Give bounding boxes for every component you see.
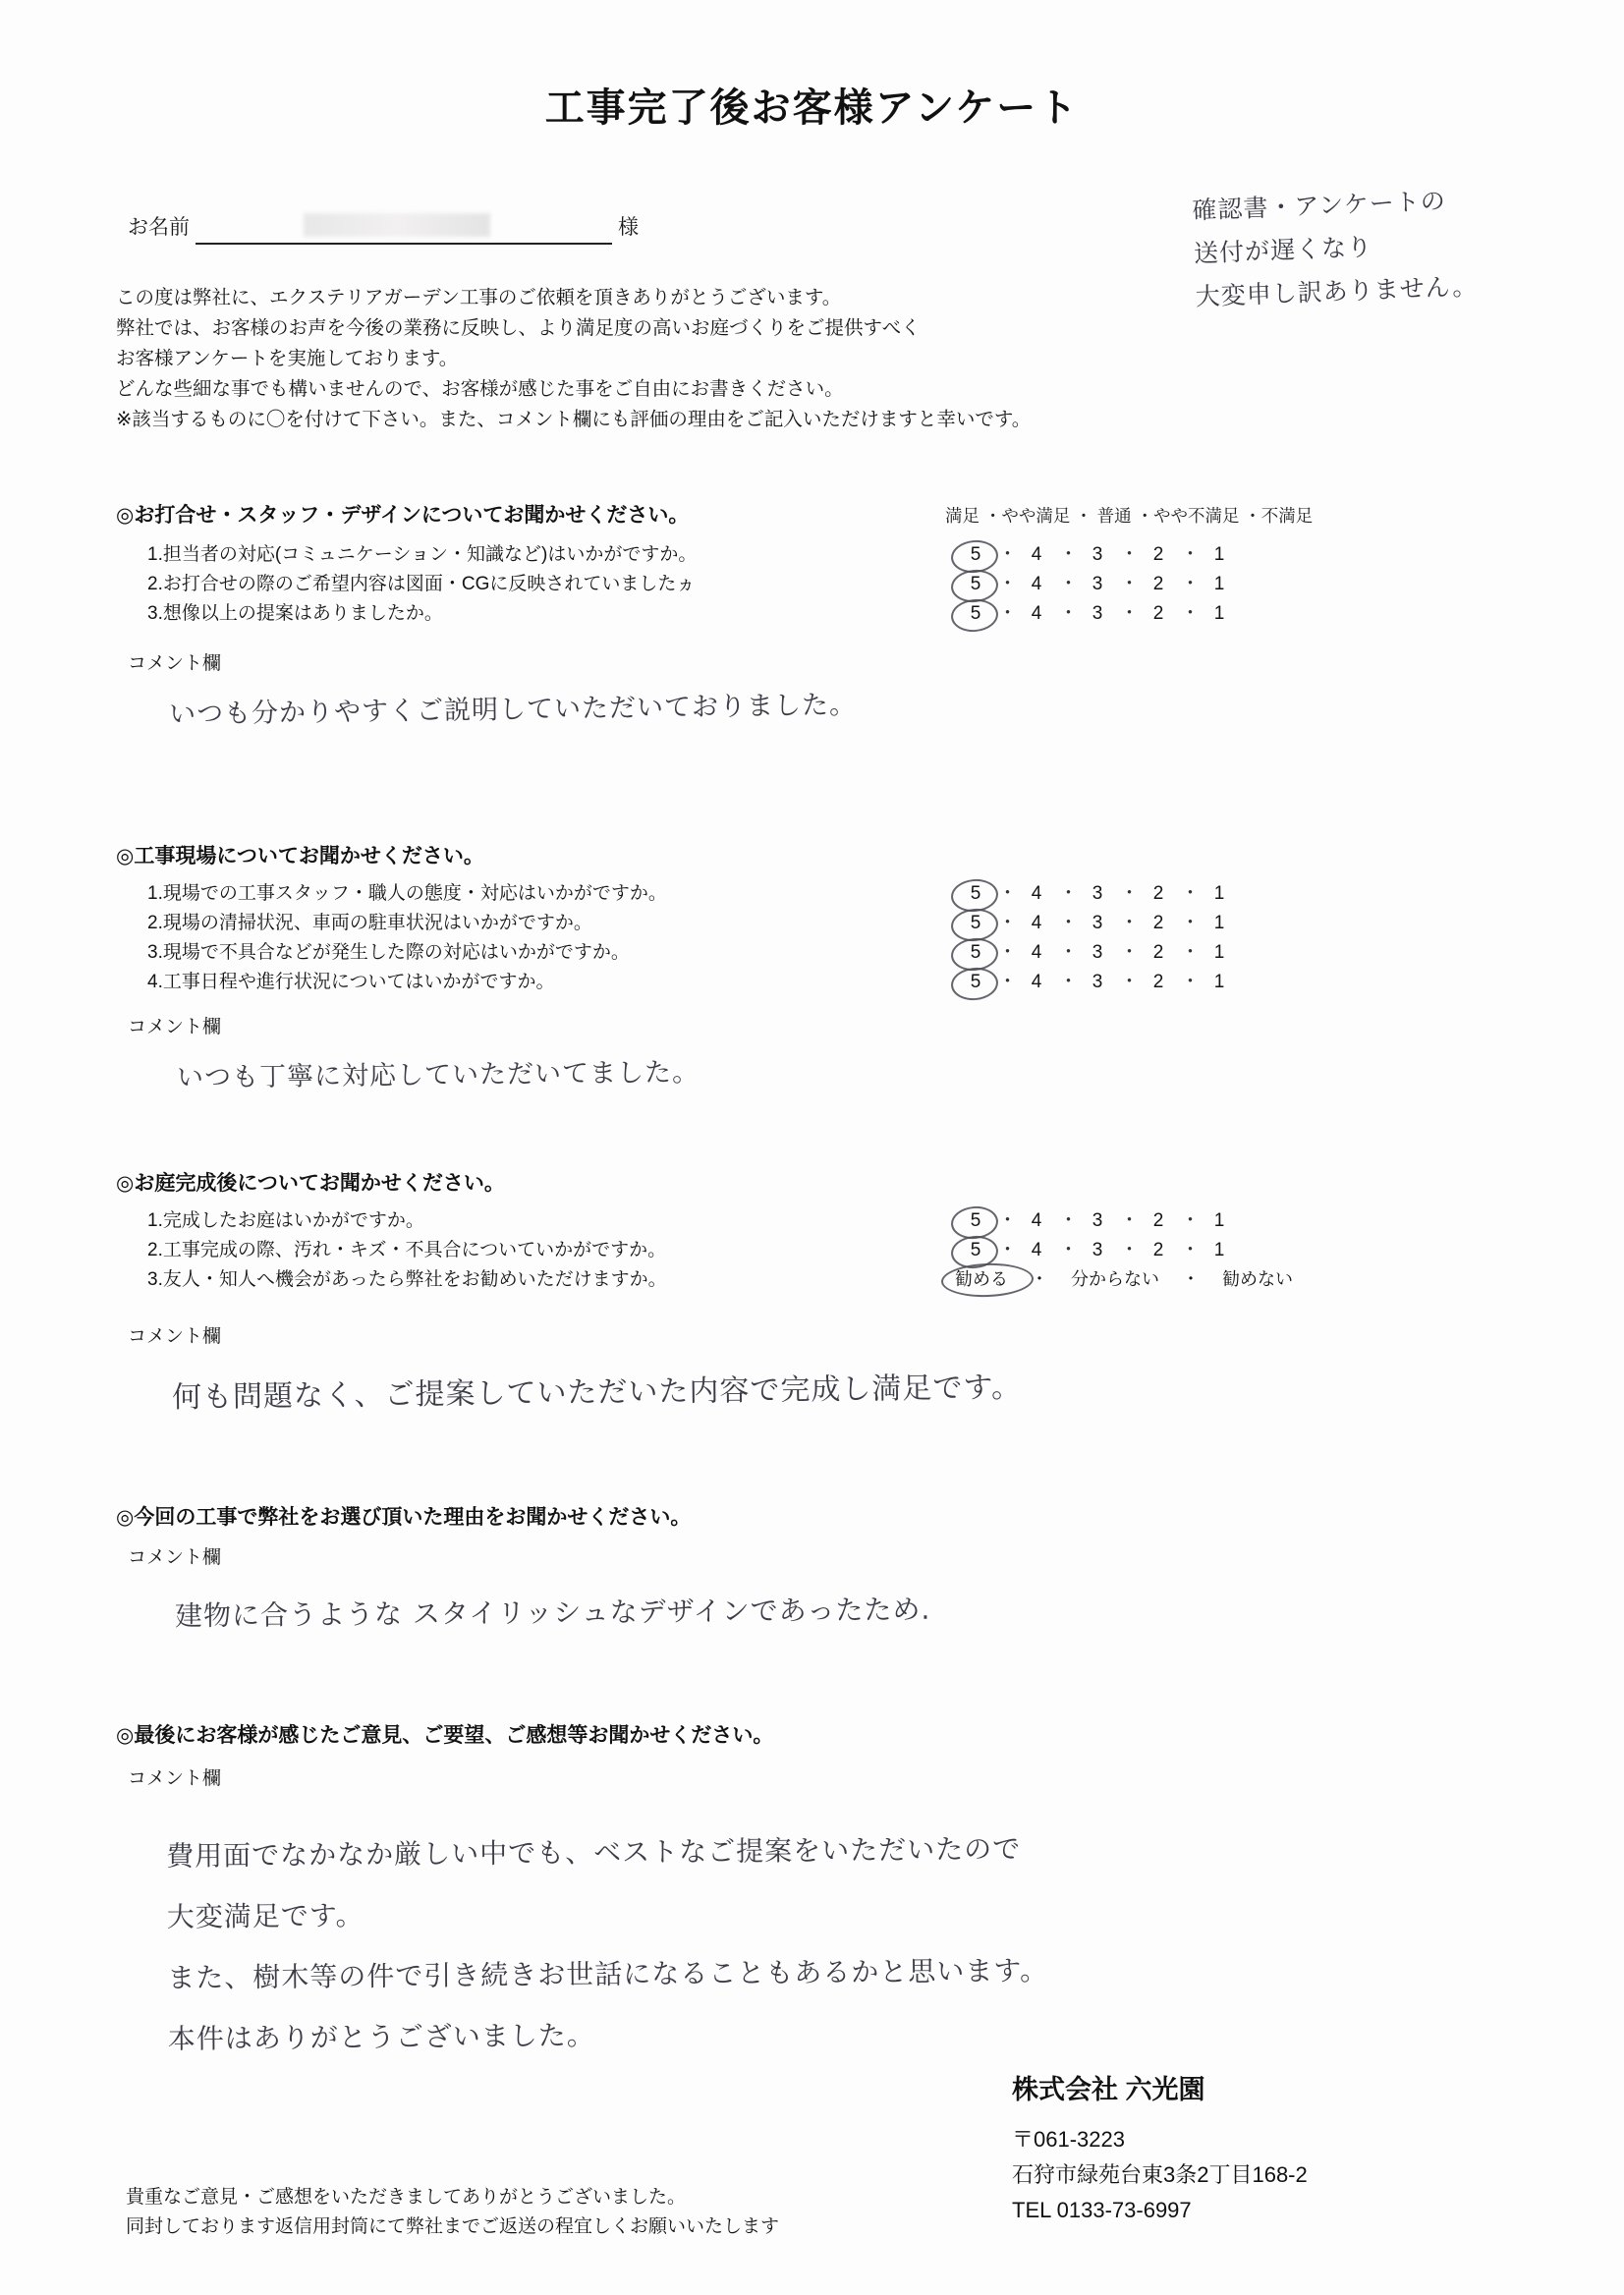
scale-dot: ・	[1181, 1210, 1201, 1231]
intro-line-5: ※該当するものに〇を付けて下さい。また、コメント欄にも評価の理由をご記入いただけますと幸いです。	[116, 409, 1032, 430]
question-1-1: 1.担当者の対応(コミュニケーション・知識など)はいかがですか。	[147, 544, 698, 565]
section-2-comment-label: コメント欄	[128, 1017, 222, 1037]
question-1-2: 2.お打合せの際のご希望内容は図面・CGに反映されていましたヵ	[147, 574, 696, 594]
scale-dot: ・	[1059, 574, 1079, 594]
redaction-block	[304, 213, 490, 237]
company-address: 石狩市緑苑台東3条2丁目168-2	[1012, 2162, 1308, 2187]
scale-dot: ・	[1120, 942, 1140, 963]
recommend-options-row	[955, 1265, 1293, 1291]
scale-option-3[interactable]: 3	[1092, 574, 1103, 594]
scale-dot: ・	[1059, 883, 1079, 904]
scale-dot: ・	[1059, 972, 1079, 992]
scale-dot: ・	[1120, 883, 1140, 904]
handwritten-apology-note: 確認書・アンケートの 送付が遅くなり 大変申し訳ありません。	[1191, 186, 1479, 311]
scale-option-4[interactable]: 4	[1031, 574, 1042, 594]
question-1-3: 3.想像以上の提案はありましたか。	[147, 603, 443, 624]
scale-option-2[interactable]: 2	[1152, 972, 1164, 992]
scale-option-3[interactable]: 3	[1092, 1240, 1103, 1260]
scale-option-4[interactable]: 4	[1031, 913, 1042, 933]
footer-thanks-line-2: 同封しております返信用封筒にて弊社までご返送の程宜しくお願いいたします	[126, 2216, 780, 2237]
scale-dot: ・	[1120, 544, 1140, 565]
scale-option-3[interactable]: 3	[1092, 972, 1103, 992]
scale-dot: ・	[1013, 1269, 1067, 1289]
scale-dot: ・	[998, 883, 1018, 904]
scale-option-1[interactable]: 1	[1213, 544, 1225, 565]
scale-option-1[interactable]: 1	[1213, 913, 1225, 933]
question-2-2: 2.現場の清掃状況、車両の駐車状況はいかがですか。	[147, 913, 592, 933]
scale-option-1[interactable]: 1	[1213, 1210, 1225, 1231]
scale-dot: ・	[1059, 544, 1079, 565]
scale-dot: ・	[998, 972, 1018, 992]
comment-line-1: 費用面でなかなか厳しい中でも、ベストなご提案をいただいたので	[166, 1832, 1022, 1873]
scale-dot: ・	[1181, 544, 1201, 565]
scale-option-1[interactable]: 1	[1213, 574, 1225, 594]
comment-line-4: 本件はありがとうございました。	[167, 2019, 595, 2055]
scale-dot: ・	[1059, 942, 1079, 963]
footer-thanks	[126, 2183, 779, 2242]
scale-dot: ・	[1181, 972, 1201, 992]
scale-dot: ・	[1181, 603, 1201, 624]
scale-option-5[interactable]: 5	[970, 574, 981, 594]
scale-option-2[interactable]: 2	[1152, 544, 1164, 565]
scale-option-2[interactable]: 2	[1152, 913, 1164, 933]
scale-option-3[interactable]: 3	[1092, 913, 1103, 933]
intro-line-4: どんな些細な事でも構いませんので、お客様が感じた事をご自由にお書きください。	[116, 378, 844, 400]
section-4-comment-label: コメント欄	[128, 1547, 222, 1568]
recommend-option-unknown[interactable]: 分からない	[1071, 1269, 1160, 1289]
scale-dot: ・	[1120, 972, 1140, 992]
page-title: 工事完了後お客様アンケート	[544, 86, 1080, 130]
scale-option-4[interactable]: 4	[1031, 544, 1042, 565]
scale-option-3[interactable]: 3	[1092, 603, 1103, 624]
customer-name-suffix: 様	[618, 216, 639, 239]
scale-dot: ・	[1059, 1210, 1079, 1231]
scale-dot: ・	[1059, 603, 1079, 624]
intro-text	[116, 283, 1177, 435]
customer-name-row	[128, 211, 639, 245]
section-2-questions	[147, 879, 667, 997]
scale-option-1[interactable]: 1	[1213, 942, 1225, 963]
scale-dot: ・	[1164, 1269, 1218, 1289]
recommend-option-yes[interactable]: 勧める	[955, 1269, 1008, 1289]
company-address-block	[1012, 2122, 1308, 2228]
scale-option-3[interactable]: 3	[1092, 1210, 1103, 1231]
scale-dot: ・	[1120, 574, 1140, 594]
scale-option-1[interactable]: 1	[1213, 1240, 1225, 1260]
scale-dot: ・	[1181, 883, 1201, 904]
question-3-3: 3.友人・知人へ機会があったら弊社をお勧めいただけますか。	[147, 1269, 667, 1290]
question-3-1: 1.完成したお庭はいかがですか。	[147, 1210, 424, 1231]
comment-line-3: また、樹木等の件で引き続きお世話になることもあるかと思います。	[167, 1954, 1049, 1994]
scale-option-5[interactable]: 5	[970, 913, 981, 933]
scale-option-4[interactable]: 4	[1031, 883, 1042, 904]
customer-name-field[interactable]	[196, 213, 612, 245]
intro-line-1: この度は弊社に、エクステリアガーデン工事のご依頼を頂きありがとうございます。	[116, 287, 842, 308]
recommend-option-no[interactable]: 勧めない	[1222, 1269, 1294, 1289]
scale-dot: ・	[1181, 913, 1201, 933]
intro-line-3: お客様アンケートを実施しております。	[116, 348, 459, 369]
scale-dot: ・	[1120, 603, 1140, 624]
scale-option-4[interactable]: 4	[1031, 1240, 1042, 1260]
scale-option-2[interactable]: 2	[1152, 942, 1164, 963]
scale-option-2[interactable]: 2	[1152, 574, 1164, 594]
scale-dot: ・	[1059, 913, 1079, 933]
scale-option-5[interactable]: 5	[970, 942, 981, 963]
company-tel: TEL 0133-73-6997	[1012, 2198, 1192, 2222]
selected-circle-icon	[940, 1261, 1034, 1298]
section-1-heading: ◎お打合せ・スタッフ・デザインについてお聞かせください。	[116, 504, 690, 527]
scale-option-1[interactable]: 1	[1213, 972, 1225, 992]
scale-option-4[interactable]: 4	[1031, 1210, 1042, 1231]
scale-option-2[interactable]: 2	[1152, 1210, 1164, 1231]
scale-option-5[interactable]: 5	[970, 972, 981, 992]
section-3-heading: ◎お庭完成後についてお聞かせください。	[116, 1172, 505, 1195]
scale-option-5[interactable]: 5	[970, 603, 981, 624]
scale-dot: ・	[998, 1210, 1018, 1231]
scale-dot: ・	[1181, 574, 1201, 594]
section-1-comment-label: コメント欄	[128, 653, 222, 674]
scale-option-4[interactable]: 4	[1031, 972, 1042, 992]
section-5-heading: ◎最後にお客様が感じたご意見、ご要望、ご感想等お聞かせください。	[116, 1724, 774, 1747]
scale-dot: ・	[998, 1240, 1018, 1260]
scale-option-4[interactable]: 4	[1031, 942, 1042, 963]
intro-line-2: 弊社では、お客様のお声を今後の業務に反映し、より満足度の高いお庭づくりをご提供すべく	[116, 317, 921, 339]
scale-option-5[interactable]: 5	[970, 883, 981, 904]
scale-option-5[interactable]: 5	[970, 544, 981, 565]
scale-header: 満足 ・やや満足 ・ 普通 ・やや不満足 ・不満足	[945, 506, 1314, 526]
scale-option-3[interactable]: 3	[1092, 544, 1103, 565]
scale-dot: ・	[998, 942, 1018, 963]
scale-option-3[interactable]: 3	[1092, 883, 1103, 904]
scale-option-5[interactable]: 5	[970, 1240, 981, 1260]
scale-dot: ・	[1059, 1240, 1079, 1260]
section-5-comment-handwritten	[166, 1819, 1049, 2070]
scale-dot: ・	[1120, 913, 1140, 933]
question-3-2: 2.工事完成の際、汚れ・キズ・不具合についていかがですか。	[147, 1240, 667, 1260]
scale-dot: ・	[998, 544, 1018, 565]
customer-name-label: お名前	[128, 216, 190, 239]
scale-dot: ・	[998, 913, 1018, 933]
scale-option-3[interactable]: 3	[1092, 942, 1103, 963]
scale-dot: ・	[1120, 1240, 1140, 1260]
comment-line-2: 大変満足です。	[166, 1899, 364, 1933]
scale-dot: ・	[998, 574, 1018, 594]
section-2-comment-handwritten: いつも丁寧に対応していただいてました。	[176, 1057, 700, 1093]
section-1-comment-handwritten: いつも分かりやすくご説明していただいておりました。	[168, 690, 858, 730]
scale-dot: ・	[998, 603, 1018, 624]
scale-option-4[interactable]: 4	[1031, 603, 1042, 624]
section-3-comment-handwritten: 何も問題なく、ご提案していただいた内容で完成し満足です。	[171, 1370, 1023, 1416]
section-4-heading: ◎今回の工事で弊社をお選び頂いた理由をお聞かせください。	[116, 1506, 692, 1529]
scale-dot: ・	[1181, 1240, 1201, 1260]
company-name: 株式会社 六光園	[1012, 2075, 1205, 2104]
scale-option-2[interactable]: 2	[1152, 883, 1164, 904]
section-2-heading: ◎工事現場についてお聞かせください。	[116, 845, 484, 868]
question-2-3: 3.現場で不具合などが発生した際の対応はいかがですか。	[147, 942, 630, 963]
section-3-questions	[147, 1206, 667, 1295]
scale-dot: ・	[1181, 942, 1201, 963]
scale-option-2[interactable]: 2	[1152, 1240, 1164, 1260]
footer-thanks-line-1: 貴重なご意見・ご感想をいただきましてありがとうございました。	[126, 2187, 687, 2208]
company-postal: 〒061-3223	[1012, 2127, 1125, 2152]
question-2-1: 1.現場での工事スタッフ・職人の態度・対応はいかがですか。	[147, 883, 667, 904]
section-1-questions	[147, 540, 697, 629]
section-3-comment-label: コメント欄	[128, 1326, 222, 1347]
scale-option-5[interactable]: 5	[970, 1210, 981, 1231]
question-2-4: 4.工事日程や進行状況についてはいかがですか。	[147, 972, 555, 992]
scale-dot: ・	[1120, 1210, 1140, 1231]
scale-option-2[interactable]: 2	[1152, 603, 1164, 624]
section-4-comment-handwritten: 建物に合うような スタイリッシュなデザインであったため.	[174, 1593, 931, 1633]
scale-option-1[interactable]: 1	[1213, 603, 1225, 624]
section-5-comment-label: コメント欄	[128, 1768, 222, 1789]
scale-option-1[interactable]: 1	[1213, 883, 1225, 904]
